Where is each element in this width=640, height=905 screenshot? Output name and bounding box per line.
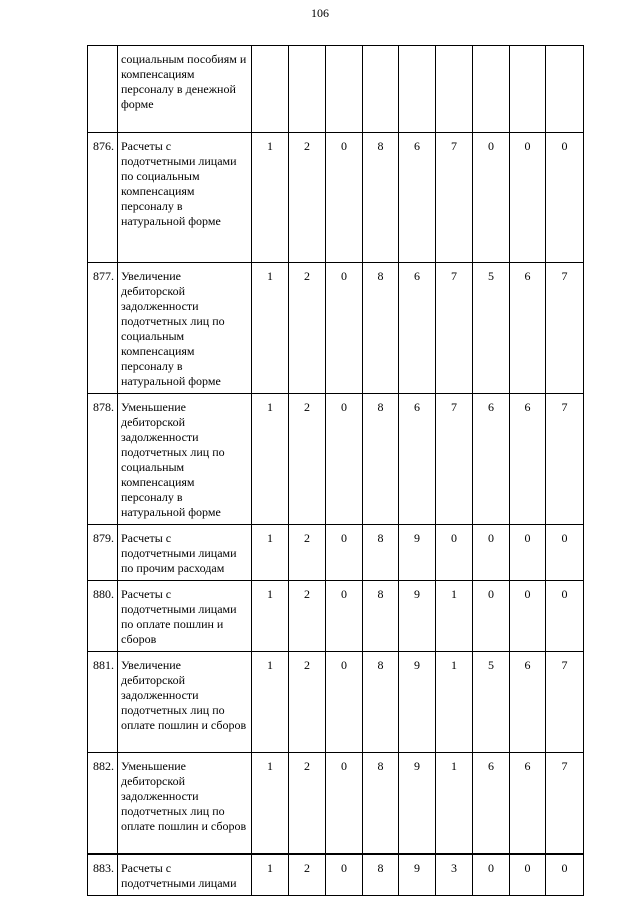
code-digit-cell: 6 — [399, 263, 436, 394]
code-digit-cell: 2 — [289, 652, 326, 753]
table-row — [88, 133, 584, 263]
code-digit-cell: 8 — [363, 854, 399, 896]
code-digit-cell: 0 — [326, 263, 363, 394]
table-row — [88, 581, 584, 652]
code-digit-cell: 7 — [436, 394, 473, 525]
code-digit-cell: 7 — [436, 133, 473, 263]
account-name-cell: Уменьшение дебиторской задолженности подотчетных лиц по социальным компенсациям персоналу в натуральной форме — [118, 394, 252, 525]
table-row — [88, 263, 584, 394]
code-digit-cell: 6 — [473, 753, 510, 854]
code-digit-cell: 1 — [436, 652, 473, 753]
table-row — [88, 652, 584, 753]
code-digit-cell: 2 — [289, 263, 326, 394]
code-digit-cell: 0 — [326, 133, 363, 263]
code-digit-cell: 1 — [252, 525, 289, 581]
code-digit-cell: 8 — [363, 581, 399, 652]
code-digit-cell: 0 — [326, 753, 363, 854]
code-digit-cell: 6 — [473, 394, 510, 525]
code-digit-cell: 7 — [546, 394, 584, 525]
code-digit-cell: 7 — [546, 652, 584, 753]
code-digit-cell — [473, 46, 510, 133]
code-digit-cell: 1 — [436, 581, 473, 652]
code-digit-cell: 0 — [510, 133, 546, 263]
table-row — [88, 525, 584, 581]
code-digit-cell: 5 — [473, 652, 510, 753]
row-number-cell: 876. — [88, 133, 118, 263]
code-digit-cell: 6 — [399, 394, 436, 525]
code-digit-cell: 0 — [546, 133, 584, 263]
code-digit-cell: 0 — [473, 854, 510, 896]
code-digit-cell: 0 — [546, 854, 584, 896]
row-number-cell: 878. — [88, 394, 118, 525]
code-digit-cell: 9 — [399, 854, 436, 896]
code-digit-cell: 2 — [289, 525, 326, 581]
table-row — [88, 46, 584, 133]
code-digit-cell: 1 — [252, 581, 289, 652]
code-digit-cell: 0 — [473, 581, 510, 652]
code-digit-cell: 8 — [363, 753, 399, 854]
code-digit-cell: 2 — [289, 753, 326, 854]
code-digit-cell: 2 — [289, 854, 326, 896]
code-digit-cell — [326, 46, 363, 133]
account-name-cell: социальным пособиям и компенсациям персоналу в денежной форме — [118, 46, 252, 133]
account-name-cell: Расчеты с подотчетными лицами — [118, 854, 252, 896]
code-digit-cell: 6 — [510, 753, 546, 854]
code-digit-cell: 0 — [546, 525, 584, 581]
row-number-cell: 882. — [88, 753, 118, 854]
code-digit-cell — [363, 46, 399, 133]
code-digit-cell: 7 — [546, 263, 584, 394]
code-digit-cell: 0 — [510, 525, 546, 581]
account-name-cell: Расчеты с подотчетными лицами по оплате пошлин и сборов — [118, 581, 252, 652]
account-name-cell: Увеличение дебиторской задолженности подотчетных лиц по социальным компенсациям персоналу в натуральной форме — [118, 263, 252, 394]
code-digit-cell: 1 — [252, 263, 289, 394]
code-digit-cell: 0 — [326, 854, 363, 896]
code-digit-cell: 6 — [399, 133, 436, 263]
code-digit-cell: 0 — [436, 525, 473, 581]
code-digit-cell: 3 — [436, 854, 473, 896]
code-digit-cell: 5 — [473, 263, 510, 394]
code-digit-cell: 8 — [363, 525, 399, 581]
code-digit-cell: 8 — [363, 133, 399, 263]
code-digit-cell: 1 — [252, 854, 289, 896]
table-row — [88, 394, 584, 525]
code-digit-cell — [436, 46, 473, 133]
page-number: 106 — [311, 6, 329, 20]
code-digit-cell — [289, 46, 326, 133]
code-digit-cell: 0 — [510, 854, 546, 896]
code-digit-cell: 0 — [473, 525, 510, 581]
account-name-cell: Расчеты с подотчетными лицами по прочим расходам — [118, 525, 252, 581]
row-number-cell: 880. — [88, 581, 118, 652]
table-row — [88, 753, 584, 854]
code-digit-cell: 2 — [289, 133, 326, 263]
code-digit-cell: 7 — [546, 753, 584, 854]
account-name-cell: Увеличение дебиторской задолженности подотчетных лиц по оплате пошлин и сборов — [118, 652, 252, 753]
row-number-cell: 877. — [88, 263, 118, 394]
code-digit-cell: 7 — [436, 263, 473, 394]
code-digit-cell: 0 — [326, 394, 363, 525]
table-row — [88, 854, 584, 896]
row-number-cell: 881. — [88, 652, 118, 753]
row-number-cell: 883. — [88, 854, 118, 896]
row-number-cell: 879. — [88, 525, 118, 581]
code-digit-cell: 2 — [289, 581, 326, 652]
code-digit-cell: 8 — [363, 394, 399, 525]
code-digit-cell — [546, 46, 584, 133]
code-digit-cell: 0 — [326, 525, 363, 581]
code-digit-cell: 1 — [252, 753, 289, 854]
code-digit-cell: 1 — [252, 652, 289, 753]
code-digit-cell: 1 — [436, 753, 473, 854]
code-digit-cell: 9 — [399, 753, 436, 854]
code-digit-cell: 9 — [399, 652, 436, 753]
code-digit-cell: 6 — [510, 652, 546, 753]
table-body — [88, 46, 584, 896]
code-digit-cell — [399, 46, 436, 133]
code-digit-cell: 9 — [399, 581, 436, 652]
code-digit-cell: 9 — [399, 525, 436, 581]
accounts-table — [87, 45, 584, 896]
code-digit-cell: 0 — [326, 652, 363, 753]
code-digit-cell: 0 — [473, 133, 510, 263]
account-name-cell: Расчеты с подотчетными лицами по социальным компенсациям персоналу в натуральной форме — [118, 133, 252, 263]
code-digit-cell: 6 — [510, 394, 546, 525]
code-digit-cell: 6 — [510, 263, 546, 394]
code-digit-cell: 1 — [252, 133, 289, 263]
code-digit-cell: 1 — [252, 394, 289, 525]
code-digit-cell: 2 — [289, 394, 326, 525]
code-digit-cell: 0 — [510, 581, 546, 652]
code-digit-cell: 0 — [546, 581, 584, 652]
code-digit-cell: 8 — [363, 263, 399, 394]
code-digit-cell — [252, 46, 289, 133]
code-digit-cell: 8 — [363, 652, 399, 753]
account-name-cell: Уменьшение дебиторской задолженности подотчетных лиц по оплате пошлин и сборов — [118, 753, 252, 854]
row-number-cell — [88, 46, 118, 133]
code-digit-cell — [510, 46, 546, 133]
code-digit-cell: 0 — [326, 581, 363, 652]
